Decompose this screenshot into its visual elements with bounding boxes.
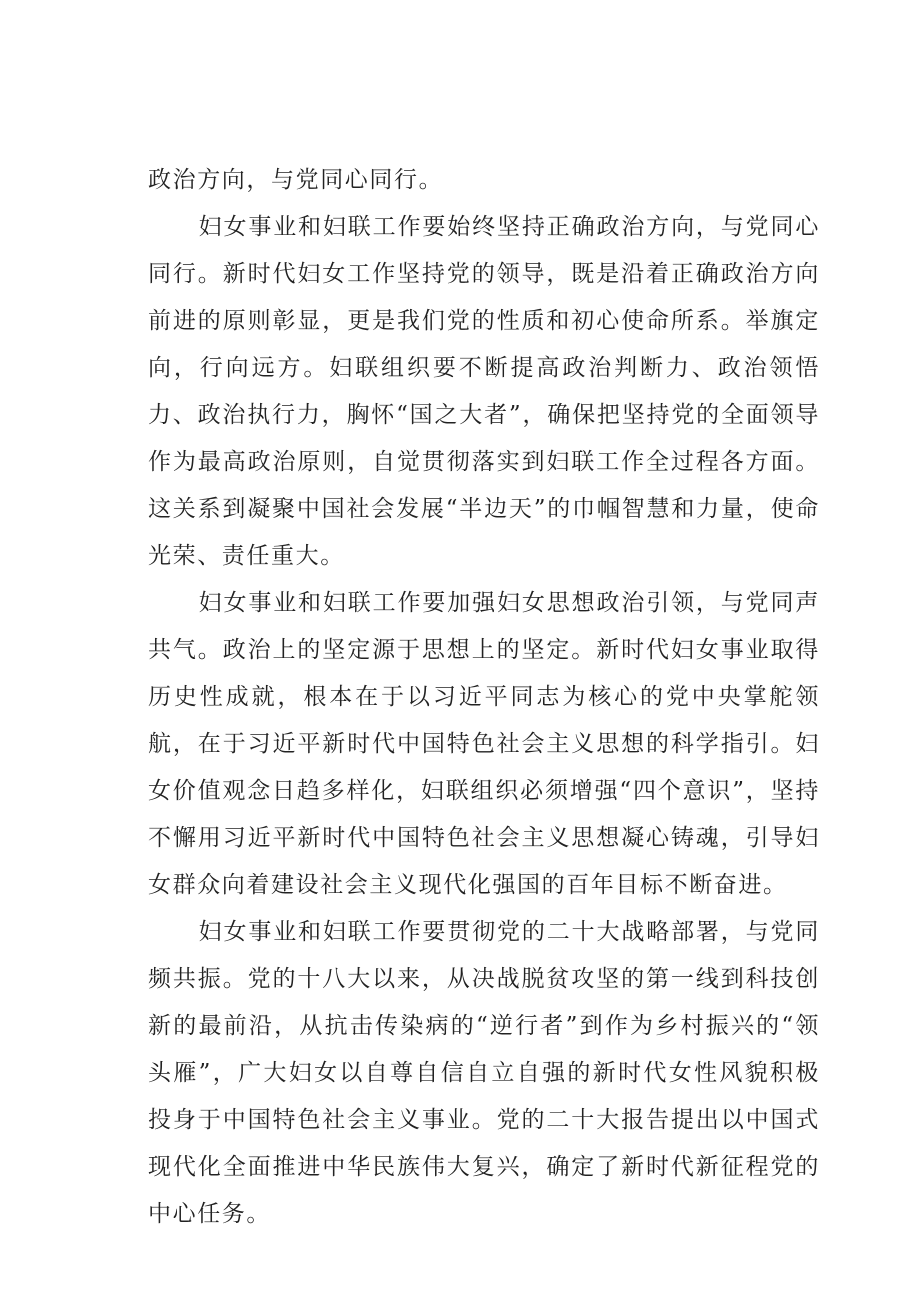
paragraph: 妇女事业和妇联工作要始终坚持正确政治方向，与党同心同行。新时代妇女工作坚持党的领导，既是沿着正确政治方向前进的原则彰显，更是我们党的性质和初心使命所系。举旗定向，行向远方。妇联组织要不断提高政治判断力、政治领悟力、政治执行力，胸怀“国之大者”，确保把坚持党的全面领导作为最高政治原则，自觉贯彻落实到妇联工作全过程各方面。这关系到凝聚中国社会发展“半边天”的巾帼智慧和力量，使命光荣、责任重大。 — [148, 214, 820, 569]
paragraph-continuation: 政治方向，与党同心同行。 — [148, 167, 444, 193]
paragraph: 妇女事业和妇联工作要贯彻党的二十大战略部署，与党同频共振。党的十八大以来，从决战脱贫攻坚的第一线到科技创新的最前沿，从抗击传染病的“逆行者”到作为乡村振兴的“领头雁”，广大妇女以自尊自信自立自强的新时代女性风貌积极投身于中国特色社会主义事业。党的二十大报告提出以中国式现代化全面推进中华民族伟大复兴，确定了新时代新征程党的中心任务。 — [148, 919, 820, 1227]
paragraph: 妇女事业和妇联工作要加强妇女思想政治引领，与党同声共气。政治上的坚定源于思想上的坚定。新时代妇女事业取得历史性成就，根本在于以习近平同志为核心的党中央掌舵领航，在于习近平新时代中国特色社会主义思想的科学指引。妇女价值观念日趋多样化，妇联组织必须增强“四个意识”，坚持不懈用习近平新时代中国特色社会主义思想凝心铸魂，引导妇女群众向着建设社会主义现代化强国的百年目标不断奋进。 — [148, 590, 820, 898]
document-page — [148, 157, 820, 1238]
